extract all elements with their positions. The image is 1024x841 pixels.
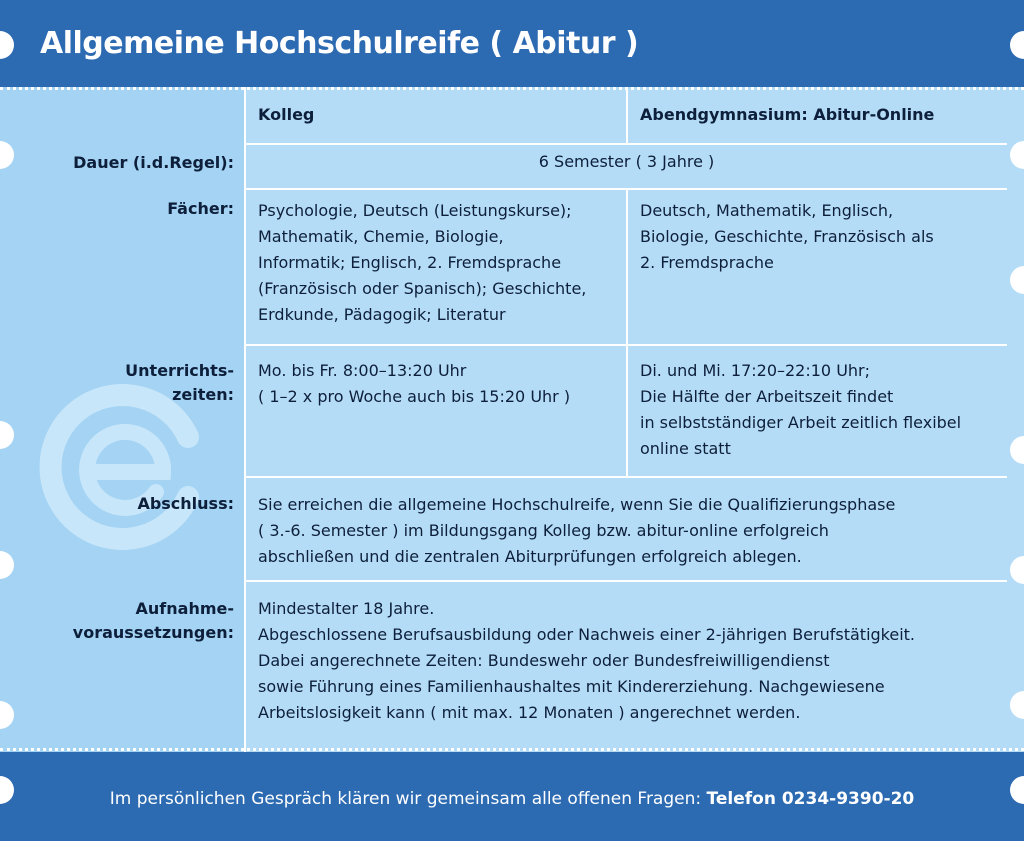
column-header-abendgymnasium: Abendgymnasium: Abitur-Online bbox=[640, 105, 935, 124]
perforation-top bbox=[0, 87, 1024, 90]
abschluss-text: Sie erreichen die allgemeine Hochschulreife, wenn Sie die Qualifizierungsphase ( 3.-6. Semester ) im Bildungsgang Kolleg bzw. abitur-online erfolgreich abschließen und die zentralen Abiturprüfungen erfolgreich ablegen. bbox=[258, 495, 896, 566]
unterricht-abendgymnasium: Di. und Mi. 17:20–22:10 Uhr; Die Hälfte der Arbeitszeit findet in selbstständiger Arbeit zeitlich flexibel online statt bbox=[640, 361, 962, 458]
footer-phone: Telefon 0234-9390-20 bbox=[706, 789, 915, 809]
grid-line-1 bbox=[244, 143, 1007, 145]
info-table bbox=[0, 87, 1024, 752]
faecher-abendgymnasium: Deutsch, Mathematik, Englisch, Biologie, Geschichte, Französisch als 2. Fremdsprache bbox=[640, 201, 934, 272]
grid-line-vertical-middle bbox=[626, 188, 628, 477]
page-title: Allgemeine Hochschulreife ( Abitur ) bbox=[40, 26, 639, 61]
grid-line-vertical-left bbox=[244, 87, 246, 752]
header-bar bbox=[0, 0, 1024, 87]
faecher-kolleg: Psychologie, Deutsch (Leistungskurse); Mathematik, Chemie, Biologie, Informatik; Englisch, 2. Fremdsprache (Französisch oder Spanisch); Geschichte, Erdkunde, Pädagogik; Literatur bbox=[258, 201, 587, 324]
label-unterrichtszeiten: Unterrichts- zeiten: bbox=[125, 361, 234, 404]
label-faecher: Fächer: bbox=[167, 199, 234, 218]
unterricht-kolleg: Mo. bis Fr. 8:00–13:20 Uhr ( 1–2 x pro Woche auch bis 15:20 Uhr ) bbox=[258, 361, 571, 406]
column-header-kolleg: Kolleg bbox=[258, 105, 315, 124]
label-aufnahmevoraussetzungen: Aufnahme- voraussetzungen: bbox=[72, 599, 234, 642]
label-abschluss: Abschluss: bbox=[137, 494, 234, 513]
footer-message: Im persönlichen Gespräch klären wir gemeinsam alle offenen Fragen: bbox=[109, 789, 702, 809]
grid-line-vertical-middle-top bbox=[626, 87, 628, 144]
footer-text bbox=[0, 789, 1024, 809]
grid-line-5 bbox=[244, 580, 1007, 582]
grid-line-4 bbox=[244, 476, 1007, 478]
dauer-value: 6 Semester ( 3 Jahre ) bbox=[538, 152, 715, 171]
grid-line-2 bbox=[244, 188, 1007, 190]
footer-bar bbox=[0, 752, 1024, 841]
grid-line-3 bbox=[244, 344, 1007, 346]
label-dauer: Dauer (i.d.Regel): bbox=[73, 153, 234, 172]
aufnahme-text: Mindestalter 18 Jahre. Abgeschlossene Berufsausbildung oder Nachweis einer 2-jährigen Berufstätigkeit. Dabei angerechnete Zeiten: Bundeswehr oder Bundesfreiwilligendienst sowie Führung eines Familienhaushaltes mit Kindererziehung. Nachgewiesene Arbeitslosigkeit kann ( mit max. 12 Monaten ) angerechnet werden. bbox=[258, 599, 916, 722]
perforation-bottom bbox=[0, 748, 1024, 751]
